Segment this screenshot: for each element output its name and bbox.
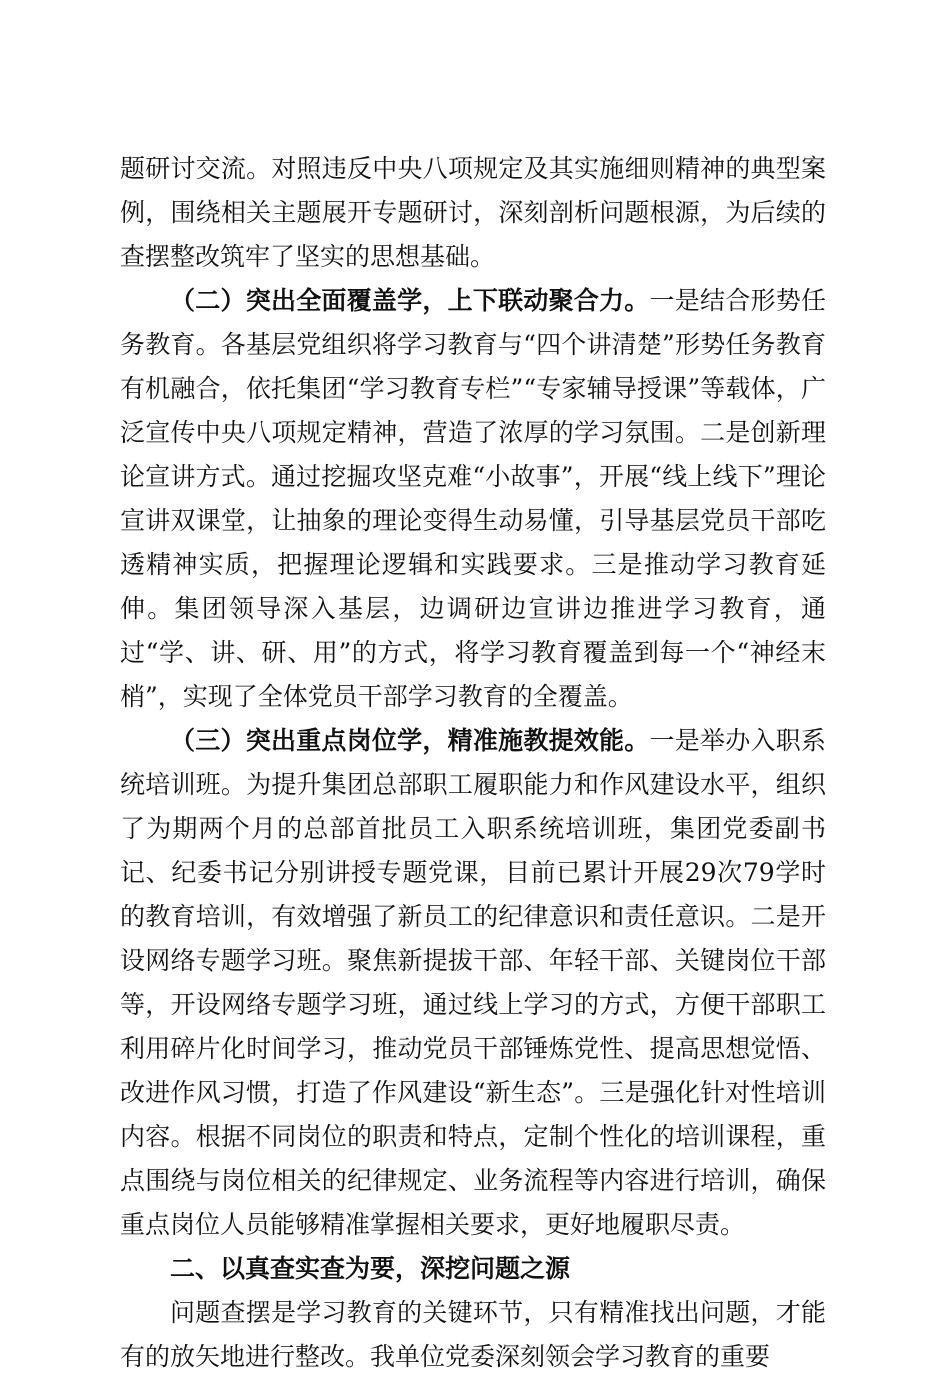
document-body [120, 147, 826, 1379]
paragraph-section-2 [120, 279, 826, 719]
section-3-text: 一是举办入职系统培训班。为提升集团总部职工履职能力和作风建设水平，组织了为期两个月的总部首批员工入职系统培训班，集团党委副书记、纪委书记分别讲授专题党课，目前已累计开展29次79学时的教育培训，有效增强了新员工的纪律意识和责任意识。二是开设网络专题学习班。聚焦新提拔干部、年轻干部、关键岗位干部等，开设网络专题学习班，通过线上学习的方式，方便干部职工利用碎片化时间学习，推动党员干部锤炼党性、提高思想觉悟、改进作风习惯，打造了作风建设“新生态”。三是强化针对性培训内容。根据不同岗位的职责和特点，定制个性化的培训课程，重点围绕与岗位相关的纪律规定、业务流程等内容进行培训，确保重点岗位人员能够精准掌握相关要求，更好地履职尽责。 [120, 726, 826, 1239]
section-2-text: 一是结合形势任务教育。各基层党组织将学习教育与“四个讲清楚”形势任务教育有机融合，依托集团“学习教育专栏”“专家辅导授课”等载体，广泛宣传中央八项规定精神，营造了浓厚的学习氛围。二是创新理论宣讲方式。通过挖掘攻坚克难“小故事”，开展“线上线下”理论宣讲双课堂，让抽象的理论变得生动易懂，引导基层党员干部吃透精神实质，把握理论逻辑和实践要求。三是推动学习教育延伸。集团领导深入基层，边调研边宣讲边推进学习教育，通过“学、讲、研、用”的方式，将学习教育覆盖到每一个“神经末梢”，实现了全体党员干部学习教育的全覆盖。 [120, 286, 826, 711]
paragraph-continuation [120, 147, 826, 279]
paragraph-text: 题研讨交流。对照违反中央八项规定及其实施细则精神的典型案例，围绕相关主题展开专题研讨，深刻剖析问题根源，为后续的查摆整改筑牢了坚实的思想基础。 [120, 154, 826, 271]
paragraph-section-3 [120, 719, 826, 1247]
section-3-lead: （三）突出重点岗位学，精准施教提效能。 [170, 726, 650, 755]
paragraph-text: 问题查摆是学习教育的关键环节，只有精准找出问题，才能有的放矢地进行整改。我单位党委深刻领会学习教育的重要 [120, 1298, 826, 1371]
chapter-heading: 二、以真查实查为要，深挖问题之源 [170, 1254, 571, 1283]
paragraph-problem-intro [120, 1291, 826, 1379]
section-2-lead: （二）突出全面覆盖学，上下联动聚合力。 [170, 286, 650, 315]
